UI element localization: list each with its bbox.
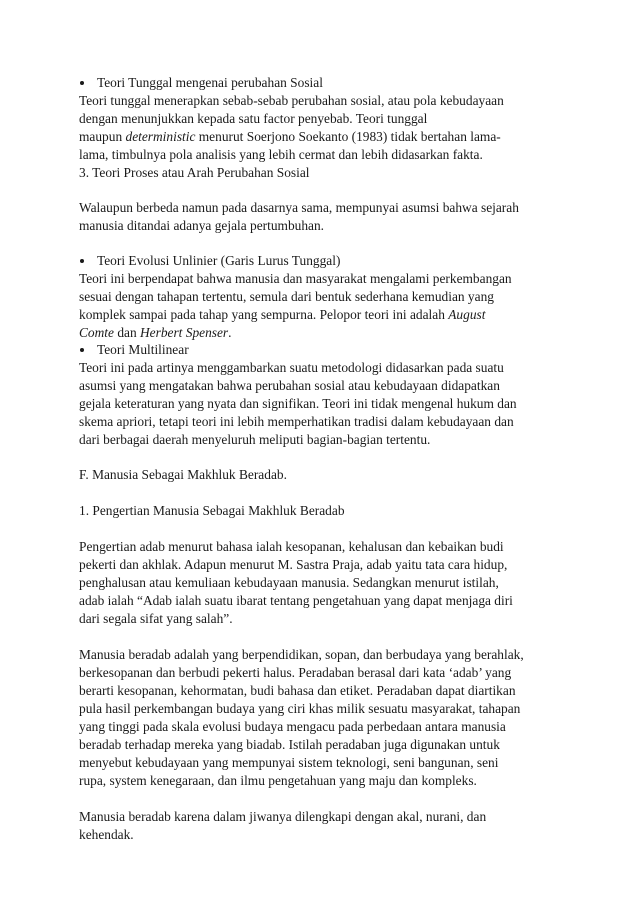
subheading-teori-proses: 3. Teori Proses atau Arah Perubahan Sosial — [79, 165, 310, 180]
text-line: maupun deterministic menurut Soerjono Soekanto (1983) tidak bertahan lama- — [79, 129, 501, 144]
text-line: asumsi yang mengatakan bahwa perubahan sosial atau kebudayaan didapatkan — [79, 378, 500, 393]
text-line: adab ialah “Adab ialah suatu ibarat tentang pengetahuan yang dapat menjaga diri — [79, 593, 513, 608]
text-line: pula hasil perkembangan budaya yang ciri khas milik sesuatu masyarakat, tahapan — [79, 701, 521, 716]
text-line: skema apriori, tetapi teori ini lebih memperhatikan tradisi dalam kebudayaan dan — [79, 414, 514, 429]
bullet-icon — [79, 252, 97, 271]
subsection-heading-1: 1. Pengertian Manusia Sebagai Makhluk Beradab — [79, 503, 345, 518]
text-line: gejala keteraturan yang nyata dan signifikan. Teori ini tidak mengenal hukum dan — [79, 396, 517, 411]
text-line: Teori ini pada artinya menggambarkan suatu metodologi didasarkan pada suatu — [79, 360, 504, 375]
text-line: penghalusan atau kemuliaan kebudayaan manusia. Sedangkan menurut istilah, — [79, 575, 499, 590]
text-line: dengan menunjukkan kepada satu factor penyebab. Teori tunggal — [79, 111, 428, 126]
text-line: rupa, system kenegaraan, dan ilmu pengetahuan yang maju dan kompleks. — [79, 773, 477, 788]
text-line: sesuai dengan tahapan tertentu, semula dari bentuk sederhana kemudian yang — [79, 289, 494, 304]
text-line: dari berbagai daerah menyeluruh meliputi bagian-bagian tertentu. — [79, 432, 431, 447]
bullet-icon — [79, 341, 97, 360]
text-line: Comte dan Herbert Spenser. — [79, 325, 232, 340]
text-line: Teori tunggal menerapkan sebab-sebab perubahan sosial, atau pola kebudayaan — [79, 93, 504, 108]
text-line: menyebut kebudayaan yang mempunyai sistem teknologi, seni bangunan, seni — [79, 755, 499, 770]
text-line: dari segala sifat yang salah”. — [79, 611, 233, 626]
text-line: lama, timbulnya pola analisis yang lebih cermat dan lebih didasarkan fakta. — [79, 147, 483, 162]
bullet-item-teori-tunggal: Teori Tunggal mengenai perubahan Sosial — [79, 74, 323, 93]
text-line: beradab terhadap mereka yang biadab. Istilah peradaban juga digunakan untuk — [79, 737, 500, 752]
text-line: berarti kesopanan, kehormatan, budi bahasa dan etiket. Peradaban dapat diartikan — [79, 683, 516, 698]
text-line: Walaupun berbeda namun pada dasarnya sama, mempunyai asumsi bahwa sejarah — [79, 200, 519, 215]
section-heading-f: F. Manusia Sebagai Makhluk Beradab. — [79, 467, 287, 482]
text-line: Pengertian adab menurut bahasa ialah kesopanan, kehalusan dan kebaikan budi — [79, 539, 504, 554]
text-line: yang tinggi pada skala evolusi budaya mengacu pada perbedaan antara manusia — [79, 719, 506, 734]
text-line: Manusia beradab karena dalam jiwanya dilengkapi dengan akal, nurani, dan — [79, 809, 487, 824]
text-line: pekerti dan akhlak. Adapun menurut M. Sastra Praja, adab yaitu tata cara hidup, — [79, 557, 508, 572]
text-line: Manusia beradab adalah yang berpendidikan, sopan, dan berbudaya yang berahlak, — [79, 647, 524, 662]
bullet-icon — [79, 74, 97, 93]
text-line: kehendak. — [79, 827, 134, 842]
text-line: berkesopanan dan berbudi pekerti halus. Peradaban berasal dari kata ‘adab’ yang — [79, 665, 512, 680]
bullet-item-evolusi-unlinier: Teori Evolusi Unlinier (Garis Lurus Tunggal) — [79, 252, 340, 271]
bullet-item-multilinear: Teori Multilinear — [79, 341, 189, 360]
text-line: komplek sampai pada tahap yang sempurna. Pelopor teori ini adalah August — [79, 307, 486, 322]
text-line: Teori ini berpendapat bahwa manusia dan masyarakat mengalami perkembangan — [79, 271, 512, 286]
text-line: manusia ditandai adanya gejala pertumbuhan. — [79, 218, 325, 233]
